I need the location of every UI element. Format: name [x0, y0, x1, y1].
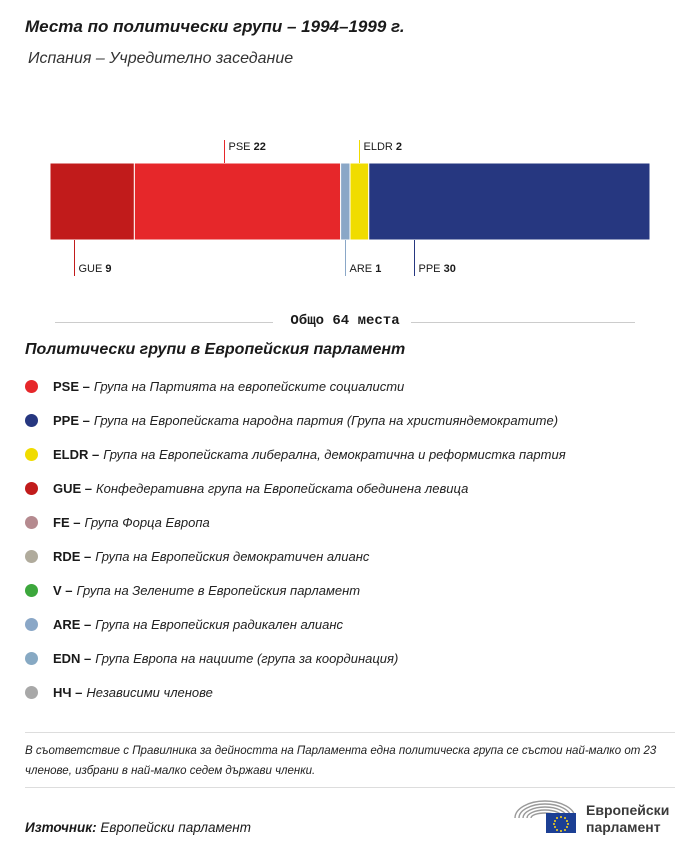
legend-dot: [25, 584, 38, 597]
legend-desc: Конфедеративна група на Европейската обединена левица: [96, 480, 469, 496]
divider-bottom-note: [25, 787, 675, 788]
legend-desc: Независими членове: [86, 684, 213, 700]
legend-desc: Група на Европейския демократичен алианс: [95, 548, 370, 564]
legend-dot: [25, 516, 38, 529]
legend-item: [25, 471, 566, 505]
legend-desc: Група на Европейската либерална, демократична и реформистка партия: [103, 446, 566, 462]
legend-item: [25, 573, 566, 607]
segment-label-ppe: PPE 30: [418, 263, 456, 275]
footnote: В съответствие с Правилника за дейността на Парламента една политическа група се състои най-малко от 23 членове, избрани в най-малко седем държави членки.: [25, 745, 657, 777]
legend-abbr: ELDR –: [53, 446, 100, 462]
legend-dot: [25, 686, 38, 699]
legend-desc: Група Европа на нациите (група за координация): [95, 650, 399, 666]
legend-abbr: PPE –: [53, 412, 90, 428]
legend-item: [25, 369, 566, 403]
total-seats-label: Общо 64 места: [290, 313, 400, 329]
legend-abbr: EDN –: [53, 650, 92, 666]
legend-item: [25, 539, 566, 573]
legend-title: Политически групи в Европейския парламент: [25, 341, 406, 358]
source-line: [25, 820, 251, 835]
legend-item: [25, 675, 566, 709]
legend-desc: Група Форца Европа: [84, 514, 210, 530]
bar-segment-gue: [50, 163, 134, 240]
legend-dot: [25, 414, 38, 427]
divider-top-note: [25, 732, 675, 733]
bar-segment-are: [341, 163, 350, 240]
legend-item: [25, 403, 566, 437]
bar-segment-ppe: [369, 163, 650, 240]
legend-dot: [25, 618, 38, 631]
legend-dot: [25, 550, 38, 563]
legend-item: [25, 505, 566, 539]
source-label: Източник:: [25, 820, 97, 835]
segment-label-pse: PSE 22: [228, 141, 266, 153]
total-seats-row: [55, 311, 635, 335]
legend-abbr: FE –: [53, 514, 81, 530]
european-parliament-logo-text: [586, 802, 669, 836]
legend-abbr: ARE –: [53, 616, 92, 632]
legend-desc: Група на Зелените в Европейския парламент: [76, 582, 361, 598]
legend-desc: Група на Европейската народна партия (Група на християндемократите): [93, 412, 559, 428]
legend: [25, 369, 566, 709]
segment-label-are: ARE 1: [349, 263, 382, 275]
segment-label-eldr: ELDR 2: [363, 141, 403, 153]
segment-label-gue: GUE 9: [78, 263, 112, 275]
chart-subtitle: Испания – Учредително заседание: [28, 50, 294, 67]
stacked-bar-chart: [0, 130, 700, 290]
legend-abbr: V –: [53, 582, 73, 598]
bar-segment-pse: [134, 163, 340, 240]
legend-abbr: GUE –: [53, 480, 93, 496]
chart-title: Места по политически групи – 1994–1999 г.: [25, 17, 405, 36]
bar-segment-eldr: [350, 163, 369, 240]
legend-item: [25, 607, 566, 641]
legend-dot: [25, 448, 38, 461]
legend-dot: [25, 380, 38, 393]
legend-abbr: PSE –: [53, 378, 90, 394]
legend-desc: Група на Партията на европейските социалисти: [93, 378, 405, 394]
legend-abbr: НЧ –: [53, 684, 83, 700]
legend-item: [25, 641, 566, 675]
legend-desc: Група на Европейския радикален алианс: [95, 616, 343, 632]
source-value: Европейски парламент: [100, 820, 251, 835]
divider-right: [411, 322, 635, 323]
logo-line-2: парламент: [586, 819, 661, 835]
legend-dot: [25, 652, 38, 665]
logo-line-1: Европейски: [586, 802, 670, 818]
european-parliament-logo-icon: [512, 796, 578, 834]
legend-abbr: RDE –: [53, 548, 92, 564]
legend-item: [25, 437, 566, 471]
legend-dot: [25, 482, 38, 495]
